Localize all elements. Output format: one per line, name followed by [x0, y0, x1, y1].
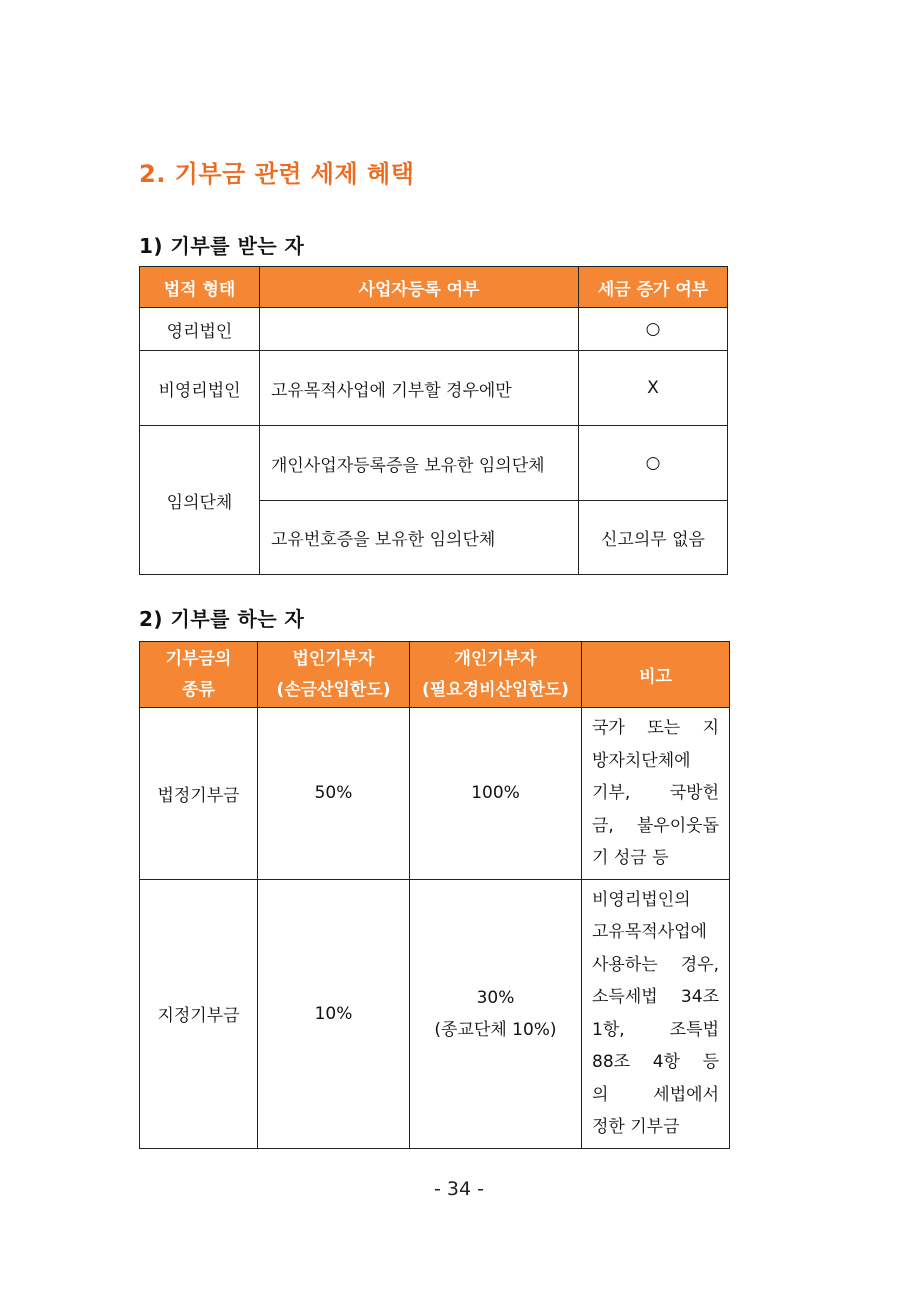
header-individual [410, 642, 582, 708]
cell-tax: ○ [579, 426, 728, 501]
header-legal-form: 법적 형태 [140, 267, 260, 308]
table1-title: 1) 기부를 받는 자 [139, 234, 305, 258]
cell-individual [410, 879, 582, 1148]
note-line: 고유목적사업에 [592, 922, 707, 942]
note-line: 금, 불우이웃돕 [592, 815, 719, 836]
cell-registration: 고유목적사업에 기부할 경우에만 [260, 351, 579, 426]
cell-tax: 신고의무 없음 [579, 501, 728, 575]
cell-registration: 개인사업자등록증을 보유한 임의단체 [260, 426, 579, 501]
note-line: 기부, 국방헌 [592, 783, 719, 803]
header-donation-type [140, 642, 258, 708]
note-line: 정한 기부금 [592, 1117, 680, 1137]
cell-corporate: 10% [258, 879, 410, 1148]
table-header-row [140, 267, 728, 308]
cell-registration [260, 308, 579, 351]
note-line: 비영리법인의 [592, 889, 691, 910]
header-note: 비고 [582, 642, 730, 708]
table-row [140, 879, 730, 1148]
header-line: 종류 [182, 679, 215, 700]
header-line: 기부금의 [165, 648, 232, 669]
table-row [140, 351, 728, 426]
donee-table [139, 266, 728, 575]
note-line: 국가 또는 지 [592, 718, 719, 738]
table-header-row [140, 642, 730, 708]
note-line: 의 세법에서 [592, 1084, 719, 1105]
donor-table [139, 641, 730, 1149]
table-row [140, 308, 728, 351]
header-line: (필요경비산입한도) [422, 679, 569, 700]
cell-registration: 고유번호증을 보유한 임의단체 [260, 501, 579, 575]
table2-title: 2) 기부를 하는 자 [139, 607, 305, 631]
section-title: 2. 기부금 관련 세제 혜택 [139, 160, 415, 188]
note-line: 방자치단체에 [592, 750, 691, 771]
cell-note [582, 708, 730, 880]
cell-corporate: 50% [258, 708, 410, 880]
cell-line: (종교단체 10%) [434, 1019, 557, 1040]
cell-line: 30% [476, 987, 515, 1008]
table-row [140, 426, 728, 501]
note-line: 사용하는 경우, [592, 954, 719, 975]
header-line: (손금산입한도) [276, 679, 391, 700]
header-corporate [258, 642, 410, 708]
cell-tax: ○ [579, 308, 728, 351]
cell-note [582, 879, 730, 1148]
cell-tax: X [579, 351, 728, 426]
table-row [140, 708, 730, 880]
note-line: 기 성금 등 [592, 848, 669, 868]
cell-legal-form: 영리법인 [140, 308, 260, 351]
cell-donation-type: 법정기부금 [140, 708, 258, 880]
note-line: 88조 4항 등 [592, 1052, 719, 1072]
cell-donation-type: 지정기부금 [140, 879, 258, 1148]
cell-legal-form: 비영리법인 [140, 351, 260, 426]
note-line: 1항, 조특법 [592, 1019, 719, 1040]
header-tax: 세금 증가 여부 [579, 267, 728, 308]
cell-individual [410, 708, 582, 880]
header-line: 개인기부자 [454, 648, 537, 669]
cell-line: 100% [471, 783, 520, 804]
note-line: 소득세법 34조 [592, 987, 719, 1007]
header-line: 법인기부자 [292, 648, 375, 669]
page-number: - 34 - [434, 1178, 484, 1200]
cell-legal-form: 임의단체 [140, 426, 260, 575]
header-registration: 사업자등록 여부 [260, 267, 579, 308]
